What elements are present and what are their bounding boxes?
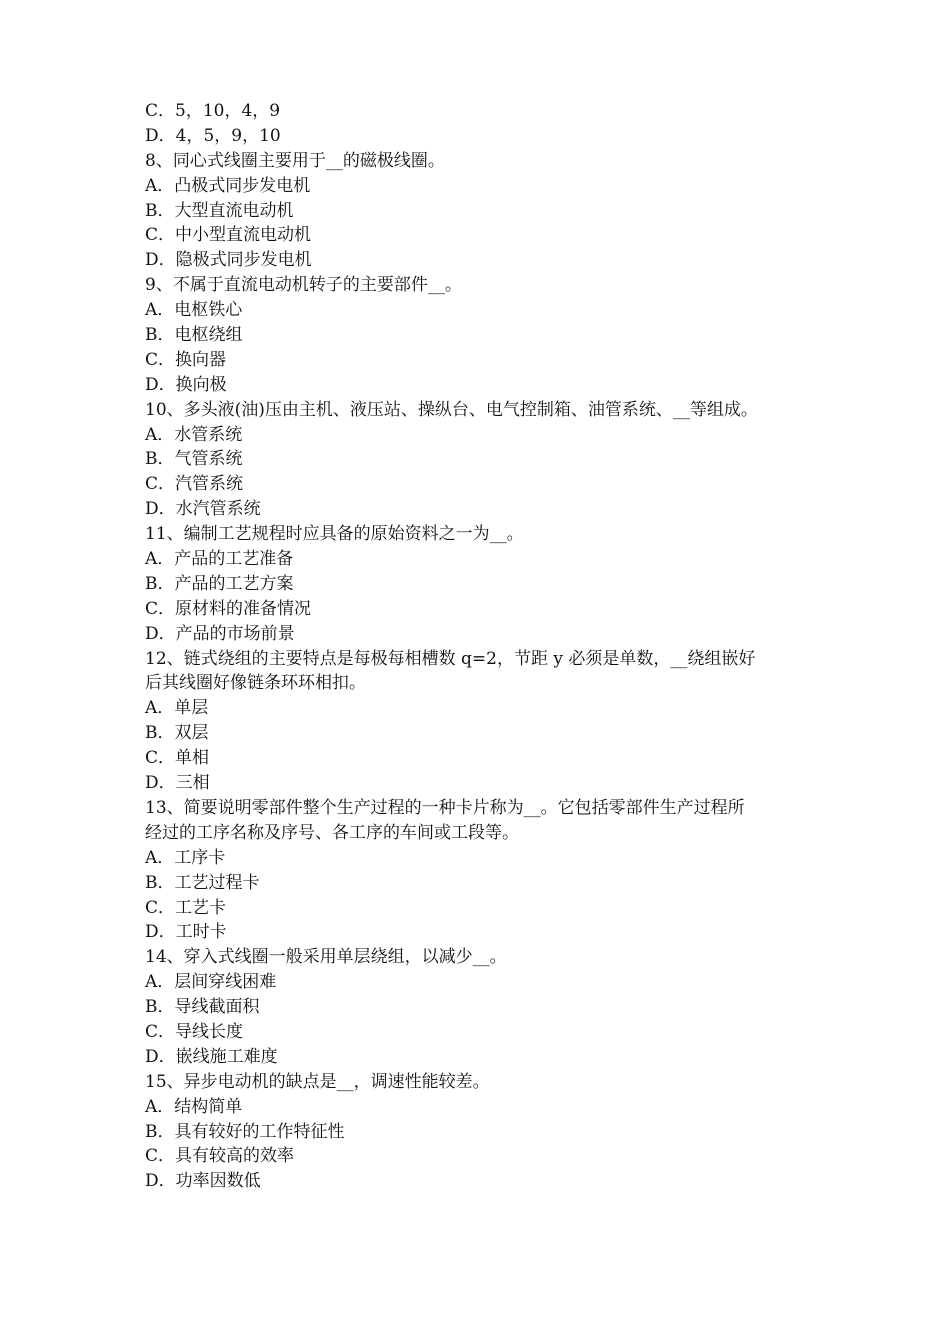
option-line: C．单相: [145, 748, 210, 769]
option-line: C．工艺卡: [145, 897, 227, 918]
option-line: B．气管系统: [145, 449, 243, 470]
question-12-continued: 后其线圈好像链条环环相扣。: [145, 673, 366, 694]
option-line: D．功率因数低: [145, 1171, 261, 1192]
option-line: A．水管系统: [145, 424, 243, 445]
option-line: A．产品的工艺准备: [145, 549, 294, 570]
question-15: 15、异步电动机的缺点是__，调速性能较差。: [145, 1071, 490, 1092]
option-line: A．凸极式同步发电机: [145, 175, 311, 196]
question-11: 11、编制工艺规程时应具备的原始资料之一为__。: [145, 524, 524, 545]
option-line: C．换向器: [145, 349, 227, 370]
option-line: D．隐极式同步发电机: [145, 250, 312, 271]
option-line: A．层间穿线困难: [145, 972, 277, 993]
question-9: 9、不属于直流电动机转子的主要部件__。: [145, 275, 462, 296]
option-line: D．产品的市场前景: [145, 623, 295, 644]
text-line: C．5，10，4，9: [145, 101, 281, 121]
option-line: C．具有较高的效率: [145, 1146, 295, 1167]
option-line: D．工时卡: [145, 922, 227, 943]
option-line: D．换向极: [145, 374, 227, 395]
option-line: C．中小型直流电动机: [145, 225, 312, 246]
document-body: [145, 99, 815, 1194]
option-line: B．产品的工艺方案: [145, 573, 294, 594]
question-8: 8、同心式线圈主要用于__的磁极线圈。: [145, 150, 445, 171]
option-line: B．工艺过程卡: [145, 872, 260, 893]
question-13: 13、简要说明零部件整个生产过程的一种卡片称为__。它包括零部件生产过程所: [145, 797, 745, 818]
option-line: A．单层: [145, 698, 209, 719]
option-line: A．工序卡: [145, 847, 226, 868]
question-13-continued: 经过的工序名称及序号、各工序的车间或工段等。: [145, 822, 519, 843]
option-line: C．导线长度: [145, 1021, 244, 1042]
question-14: 14、穿入式线圈一般采用单层绕组，以减少__。: [145, 947, 507, 968]
option-line: C．原材料的准备情况: [145, 598, 312, 619]
option-line: B．电枢绕组: [145, 325, 243, 346]
question-12: 12、链式绕组的主要特点是每极每相槽数 q=2，节距 y 必须是单数，__绕组嵌好: [145, 648, 756, 669]
option-line: B．具有较好的工作特征性: [145, 1121, 345, 1142]
option-line: B．双层: [145, 723, 209, 744]
option-line: D．嵌线施工难度: [145, 1046, 278, 1067]
question-10: 10、多头液(油)压由主机、液压站、操纵台、电气控制箱、油管系统、__等组成。: [145, 399, 758, 420]
text-line: D．4，5，9，10: [145, 125, 281, 146]
option-line: A．结构简单: [145, 1096, 243, 1117]
option-line: A．电枢铁心: [145, 300, 243, 321]
option-line: B．大型直流电动机: [145, 200, 294, 221]
option-line: D．三相: [145, 773, 210, 794]
option-line: C．汽管系统: [145, 474, 244, 495]
option-line: B．导线截面积: [145, 997, 260, 1018]
option-line: D．水汽管系统: [145, 499, 261, 520]
